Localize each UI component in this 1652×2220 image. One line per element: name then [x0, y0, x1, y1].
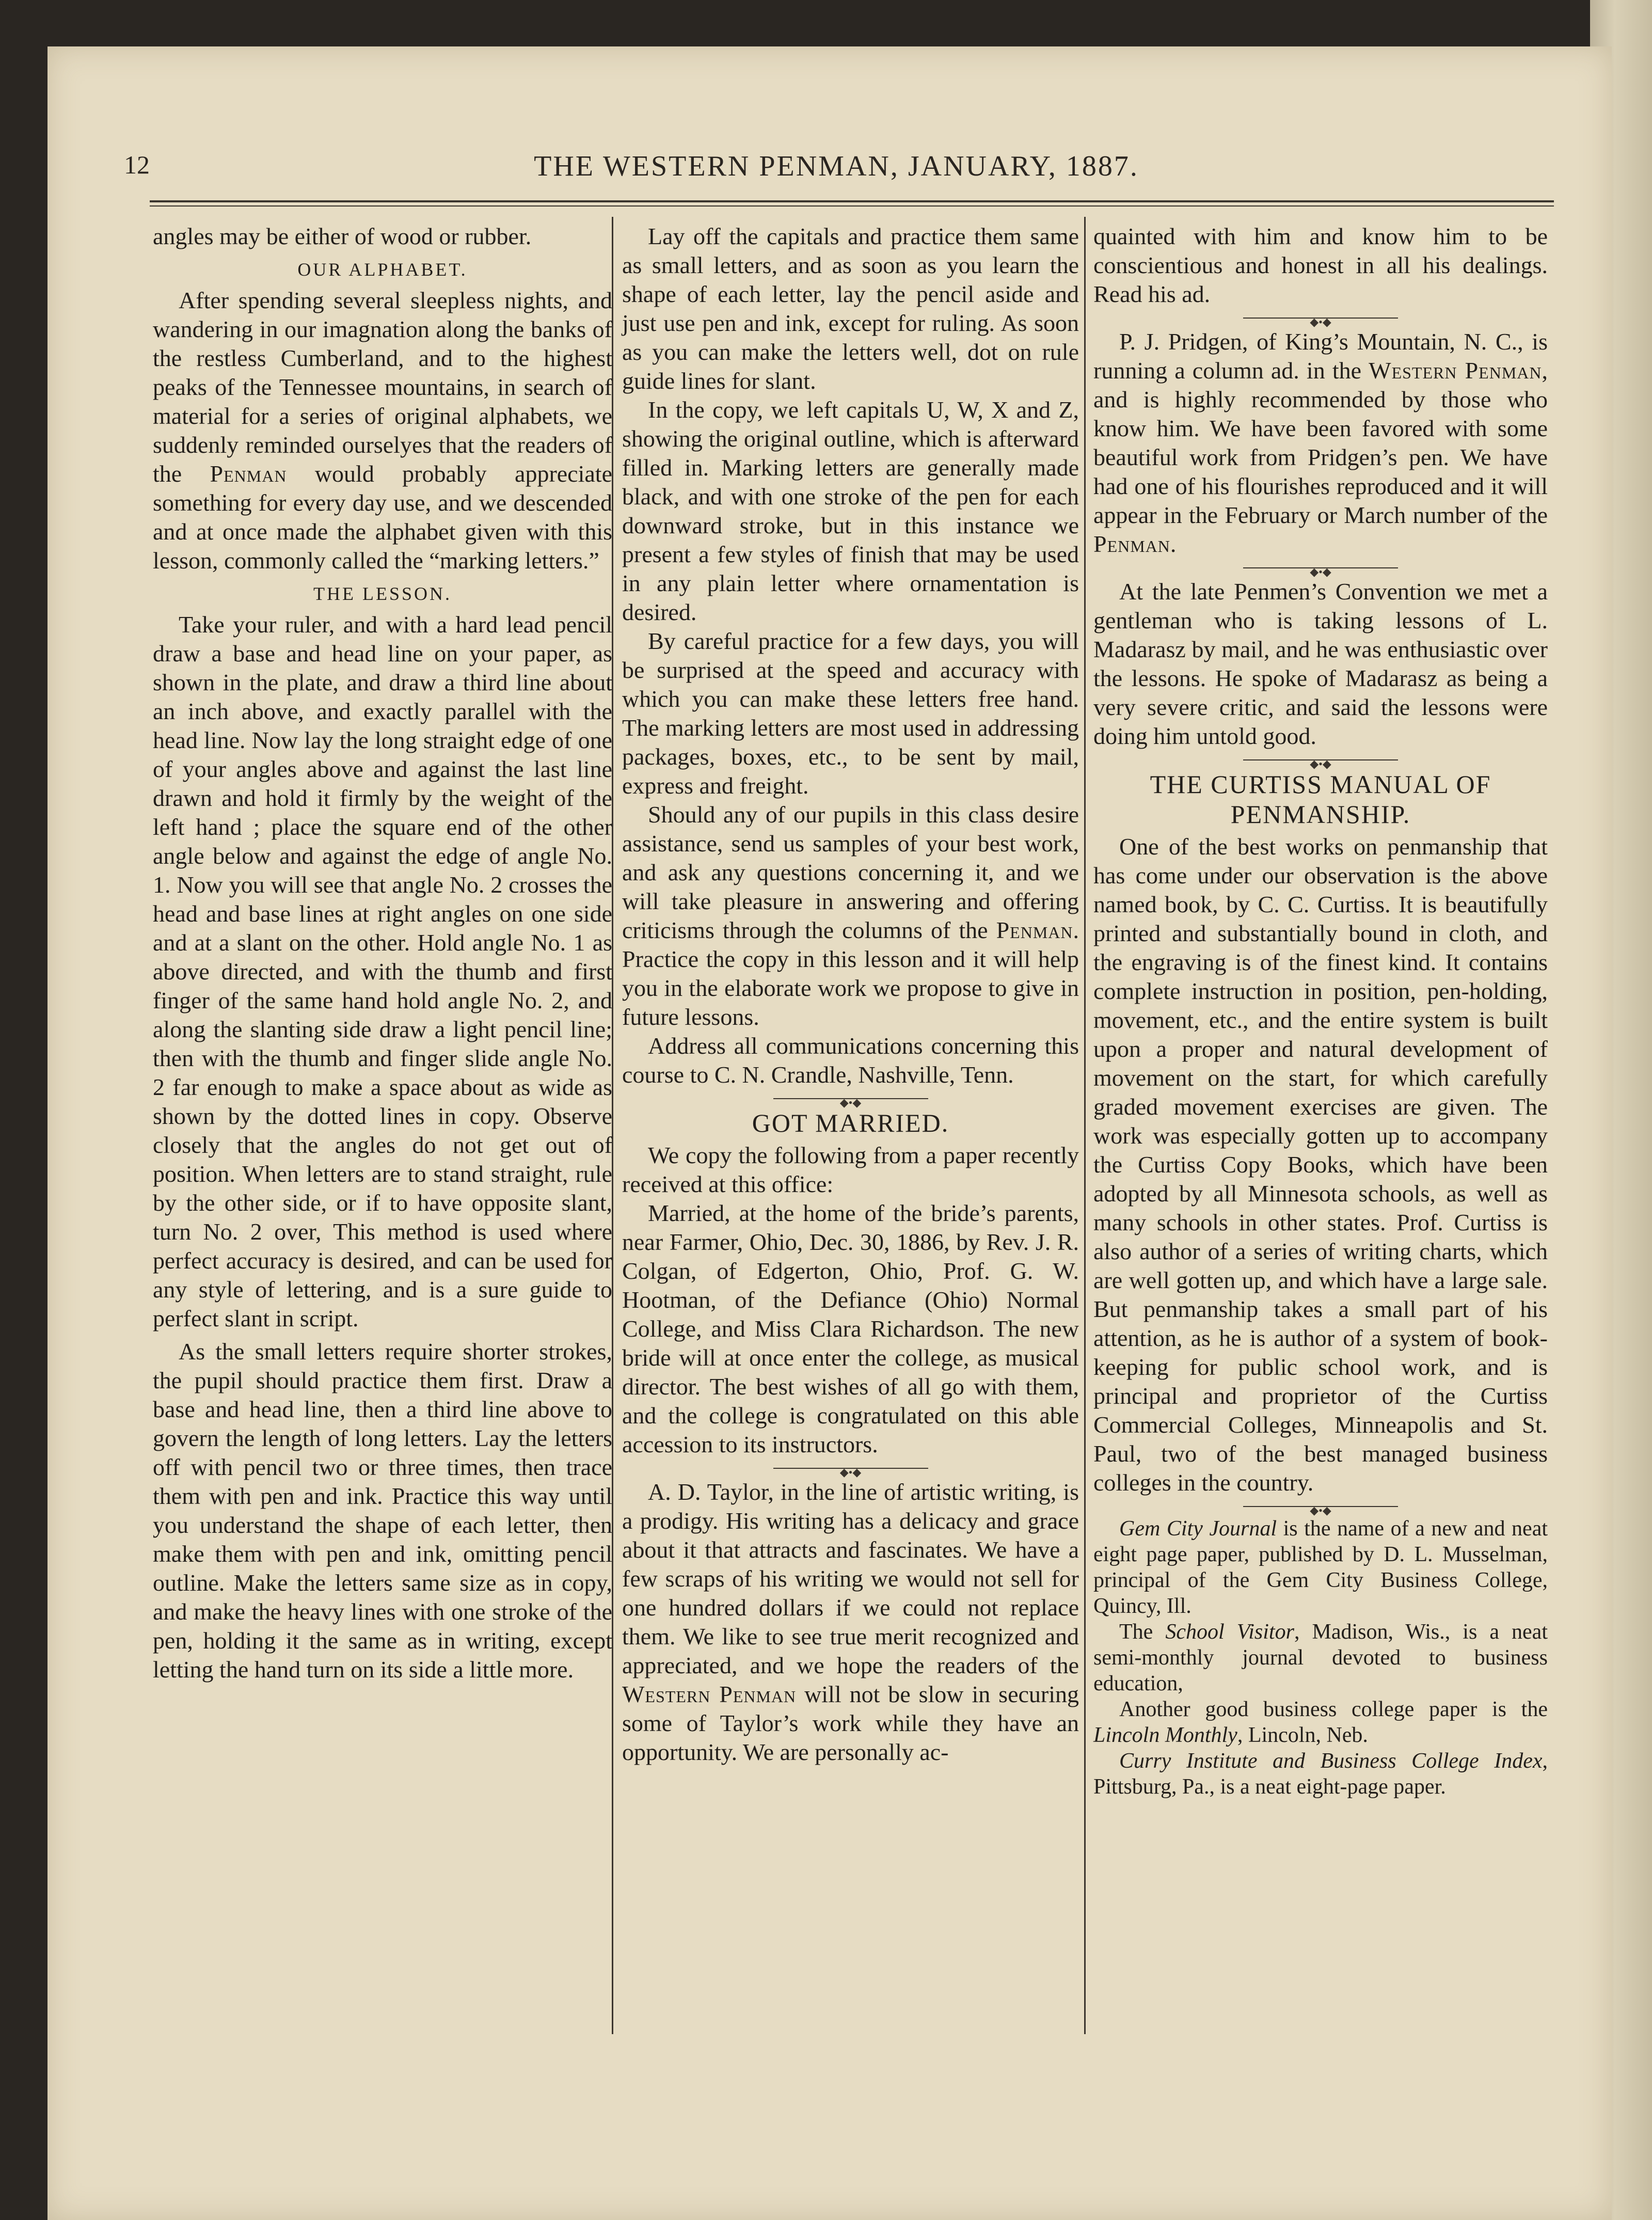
paragraph: angles may be either of wood or rubber. — [153, 223, 532, 249]
paragraph: Married, at the home of the bride’s parents, near Farmer, Ohio, Dec. 30, 1886, by Rev. J. R. Colgan, of Edgerton, Ohio, Prof. G. W. Hootman, of the Defiance (Ohio) Normal College, and Miss Clara Richardson. The new bride will at once enter the college, as musical director. The best wishes of all go with them, and the college is congratulated on this able accession to its instructors. — [622, 1200, 1079, 1457]
paragraph: Take your ruler, and with a hard lead pencil draw a base and head line on your paper, as shown in the plate, and draw a third line about an inch above, and exactly parallel with the head line. Now lay the long straight edge of one of your angles above and against the last line drawn and hold it firmly by the weight of the left hand ; place the square end of the other angle below and against the edge of angle No. 1. Now you will see that angle No. 2 crosses the head and base lines at right angles on one side and at a slant on the other. Hold angle No. 1 as above directed, and with the thumb and first finger of the same hand hold angle No. 2, and along the slanting side draw a light pencil line; then with the thumb and finger slide angle No. 2 far enough to make a space about as wide as shown by the dotted lines in copy. Observe closely that the angles do not get out of position. When letters are to stand straight, rule by the other side, or if to have opposite slant, turn No. 2 over, This method is used where perfect accuracy is desired, and can be used for any style of lettering, and is a sure guide to perfect slant in script. — [153, 611, 612, 1331]
ornament-divider — [773, 1093, 928, 1104]
paragraph: quainted with him and know him to be conscientious and honest in all his dealings. Read his ad. — [1093, 223, 1548, 307]
paragraph: In the copy, we left capitals U, W, X and Z, showing the original outline, which is afterward filled in. Marking letters are generally made black, and with one stroke of the pen for each downward stroke, but in this instance we present a few styles of finish that may be used in any plain letter where ornamentation is desired. — [622, 397, 1079, 625]
paragraph: Curry Institute and Business College Index, Pittsburg, Pa., is a neat eight-page paper. — [1093, 1749, 1548, 1799]
page-header — [124, 119, 1549, 181]
column-3 — [1093, 222, 1548, 1800]
page-number: 12 — [124, 150, 150, 179]
header-rule-thin — [150, 205, 1554, 207]
ornament-divider — [1243, 1501, 1398, 1512]
paragraph: Should any of our pupils in this class desire assistance, send us samples of your best work, and ask any questions concerning it, and we will take pleasure in answering and offering criticisms through the columns of the Penman. Practice the copy in this lesson and it will help you in the elaborate work we propose to give in future lessons. — [622, 801, 1079, 1030]
paragraph: After spending several sleepless nights, and wandering in our imagnation along the banks of the restless Cumberland, and to the highest peaks of the Tennessee mountains, in search of material for a series of original alphabets, we suddenly reminded ourselyes that the readers of the Penman would probably appreciate something for every day use, and we descended and at once made the alphabet given with this lesson, commonly called the “marking letters.” — [153, 287, 612, 574]
paragraph: P. J. Pridgen, of King’s Mountain, N. C., is running a column ad. in the Western Penman, and is highly recommended by those who know him. We have been favored with some beautiful work from Pridgen’s pen. We have had one of his flourishes reproduced and it will appear in the February or March number of the Penman. — [1093, 328, 1548, 557]
ornament-divider — [1243, 755, 1398, 765]
paragraph: Lay off the capitals and practice them same as small letters, and as soon as you learn the shape of each letter, lay the pencil aside and just use pen and ink, except for ruling. As soon as you can make the letters well, dot on rule guide lines for slant. — [622, 223, 1079, 394]
paragraph: A. D. Taylor, in the line of artistic writing, is a prodigy. His writing has a delicacy and grace about it that attracts and fascinates. We have a few scraps of his writing we would not sell for one hundred dollars if we could not replace them. We like to see true merit recognized and appreciated, and we hope the readers of the Western Penman will not be slow in securing some of Taylor’s work while they have an opportunity. We are personally ac- — [622, 1479, 1079, 1765]
section-heading-curtiss-manual: THE CURTISS MANUAL OF PENMANSHIP. — [1150, 770, 1491, 829]
paragraph: As the small letters require shorter strokes, the pupil should practice them first. Draw a base and head line, then a third line above to govern the length of long letters. Lay the letters off with pencil two or three times, then trace them with pen and ink. Practice this way until you understand the shape of each letter, then make them with pen and ink, omitting pencil outline. Make the letters same size as in copy, and make the heavy lines with one stroke of the pen, holding it the same as in writing, except letting the hand turn on its side a little more. — [153, 1338, 612, 1683]
column-divider-2 — [1084, 217, 1086, 2034]
section-heading-the-lesson: THE LESSON. — [313, 583, 452, 604]
section-heading-our-alphabet: OUR ALPHABET. — [297, 259, 468, 280]
header-rule — [150, 200, 1554, 202]
ornament-divider — [1243, 563, 1398, 573]
paragraph: We copy the following from a paper recently received at this office: — [622, 1142, 1079, 1197]
paragraph: Gem City Journal is the name of a new and neat eight page paper, published by D. L. Musselman, principal of the Gem City Business College, Quincy, Ill. — [1093, 1517, 1548, 1618]
paragraph: The School Visitor, Madison, Wis., is a neat semi-monthly journal devoted to business education, — [1093, 1620, 1548, 1695]
paragraph: Address all communications concerning this course to C. N. Crandle, Nashville, Tenn. — [622, 1033, 1079, 1088]
ornament-divider — [773, 1463, 928, 1473]
paragraph: One of the best works on penmanship that has come under our observation is the above named book, by C. C. Curtiss. It is beautifully printed and substantially bound in cloth, and the engraving is of the finest kind. It contains complete instruction in position, pen-holding, movement, etc., and the entire system is built upon a proper and natural development of movement on the start, for which carefully graded movement exercises are given. The work was especially gotten up to accompany the Curtiss Copy Books, which have been adopted by all Minnesota schools, as well as many schools in other states. Prof. Curtiss is also author of a series of writing charts, which are well gotten up, and which have a large sale. But penmanship takes a small part of his attention, as he is author of a system of book-keeping for public school work, and is principal and proprietor of the Curtiss Commercial Colleges, Minneapolis and St. Paul, two of the best managed business colleges in the country. — [1093, 833, 1548, 1496]
section-heading-got-married: GOT MARRIED. — [752, 1108, 949, 1137]
masthead-title: THE WESTERN PENMAN, JANUARY, 1887. — [534, 150, 1139, 182]
ornament-divider — [1243, 313, 1398, 323]
paragraph: By careful practice for a few days, you will be surprised at the speed and accuracy with which you can make these letters free hand. The marking letters are most used in addressing packages, boxes, etc., to be sent by mail, express and freight. — [622, 628, 1079, 799]
paragraph: Another good business college paper is the Lincoln Monthly, Lincoln, Neb. — [1093, 1698, 1548, 1747]
paragraph: At the late Penmen’s Convention we met a gentleman who is taking lessons of L. Madarasz by mail, and he was enthusiastic over the lessons. He spoke of Madarasz as being a very severe critic, and said the lessons were doing him untold good. — [1093, 578, 1548, 749]
column-1 — [153, 222, 612, 1684]
column-2 — [622, 222, 1079, 1767]
